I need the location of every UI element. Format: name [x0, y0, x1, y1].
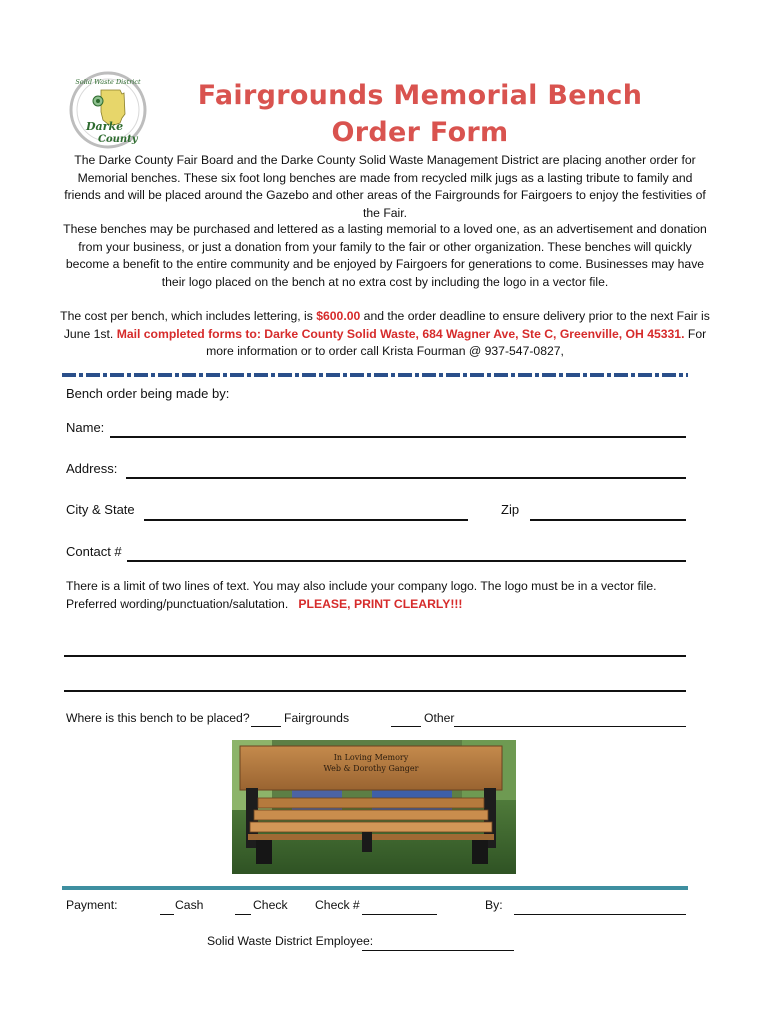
city-state-field[interactable]: [144, 519, 468, 521]
zip-label: Zip: [501, 502, 520, 517]
logo-arc-text: Solid Waste District: [75, 78, 141, 86]
payment-divider: [62, 886, 688, 890]
cash-checkbox-line[interactable]: [160, 914, 174, 915]
plaque-line-1: In Loving Memory: [333, 753, 409, 762]
wording-line-1[interactable]: [64, 655, 686, 657]
plaque-line-2: Web & Dorothy Ganger: [323, 764, 419, 773]
bench-photo: [232, 740, 516, 874]
mailing-address: Mail completed forms to: Darke County Solid Waste, 684 Wagner Ave, Ste C, Greenville, OH 45331.: [116, 326, 685, 341]
other-checkbox-line[interactable]: [391, 726, 421, 727]
zip-field[interactable]: [530, 519, 686, 521]
payment-label: Payment:: [66, 898, 118, 912]
deadline-text: and the order deadline to ensure delivery prior to the next Fair is June 1st.: [63, 309, 710, 341]
address-label: Address:: [66, 461, 118, 476]
employee-label: Solid Waste District Employee:: [207, 934, 374, 948]
contact-info: For more information or to order call Krista Fourman @ 937-547-0827,: [206, 326, 707, 358]
fairgrounds-option: Fairgrounds: [284, 711, 350, 725]
order-by-heading: Bench order being made by:: [66, 386, 230, 401]
name-field[interactable]: [110, 436, 686, 438]
wording-line-2[interactable]: [64, 690, 686, 692]
title-line-1: Fairgrounds Memorial Bench: [197, 80, 643, 111]
address-field[interactable]: [126, 477, 686, 479]
district-logo: [68, 70, 148, 150]
other-option: Other: [424, 711, 455, 725]
fairgrounds-checkbox-line[interactable]: [251, 726, 281, 727]
check-number-field[interactable]: [362, 914, 437, 915]
by-label: By:: [485, 898, 503, 912]
check-option: Check: [253, 898, 288, 912]
name-label: Name:: [66, 420, 105, 435]
check-number-label: Check #: [315, 898, 360, 912]
city-state-label: City & State: [66, 502, 135, 517]
cash-option: Cash: [175, 898, 204, 912]
cost-text: The cost per bench, which includes lettering, is: [60, 309, 317, 323]
svg-text:County: County: [98, 134, 138, 145]
intro-paragraph-3: [58, 308, 712, 361]
decorative-divider: [62, 372, 688, 378]
price: $600.00: [316, 309, 361, 323]
wording-label: Preferred wording/punctuation/salutation.: [66, 597, 289, 611]
contact-field[interactable]: [127, 560, 686, 562]
print-clearly-warning: PLEASE, PRINT CLEARLY!!!: [298, 597, 463, 611]
intro-paragraph-1: The Darke County Fair Board and the Darke County Solid Waste Management District are placing another order for Memorial benches. These six foot long benches are made from recycled milk jugs as a lasting tribute to family and friends and will be placed around the Gazebo and other areas of the Fairgrounds for Fairgoers to enjoy the festivities of the Fair.: [64, 153, 706, 220]
intro-paragraph-2: These benches may be purchased and lettered as a lasting memorial to a loved one, as an advertisement and donation from your business, or just a donation from your family to the fair or other organization. These benches will quickly become a benefit to the entire community and be enjoyed by Fairgoers for generations to come. Businesses may have their logo placed on the bench at no extra cost by including the logo in a vector file.: [63, 222, 707, 289]
other-field[interactable]: [454, 726, 686, 727]
svg-text:Darke: Darke: [86, 120, 124, 133]
check-checkbox-line[interactable]: [235, 914, 251, 915]
placement-question: Where is this bench to be placed?: [66, 711, 250, 725]
wording-note: [66, 597, 463, 611]
by-field[interactable]: [514, 914, 686, 915]
contact-label: Contact #: [66, 544, 122, 559]
text-limit-note: There is a limit of two lines of text. You may also include your company logo. The logo must be in a vector file.: [66, 579, 657, 593]
title-line-2: Order Form: [331, 117, 509, 148]
employee-field[interactable]: [362, 950, 514, 951]
